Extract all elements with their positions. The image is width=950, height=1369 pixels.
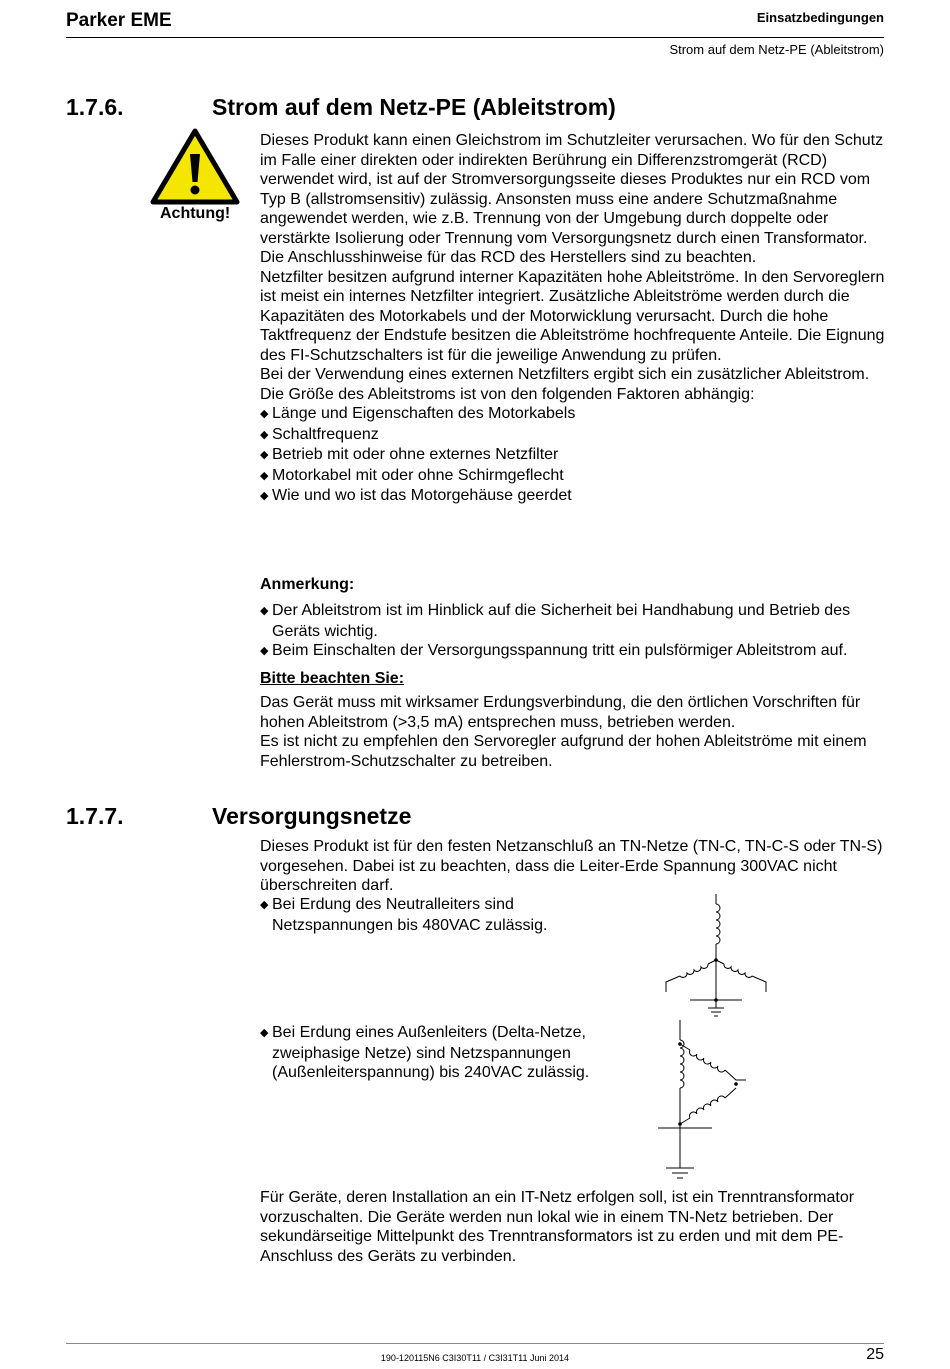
- section2-intro: Dieses Produkt ist für den festen Netzanschluß an TN-Netze (TN-C, TN-C-S oder TN-S) vorgesehen. Dabei ist zu beachten, dass die Leiter-Erde Spannung 300VAC nicht überschreiten darf.: [260, 838, 883, 894]
- note-heading: Anmerkung:: [260, 576, 355, 593]
- section-title: Strom auf dem Netz-PE (Ableitstrom): [212, 94, 616, 120]
- header-subtitle: Strom auf dem Netz-PE (Ableitstrom): [669, 42, 884, 57]
- bullet-diamond-icon: ◆: [260, 899, 269, 911]
- footer-rule: [66, 1343, 884, 1344]
- paragraph: Dieses Produkt kann einen Gleichstrom im Schutzleiter verursachen. Wo für den Schutz im Falle einer direkten oder indirekten Berührung ein Differenzstromgerät (RCD) verwendet wird, ist auf der Stromversorgungsseite dieses Produktes nur ein RCD vom Typ B (allstromsensitiv) zulässig. Ansonsten muss eine andere Schutzmaßnahme angewendet werden, wie z.B. Trennung von der Umgebung durch doppelte oder verstärkte Isolierung oder Trennung vom Versorgungsnetz durch einen Transformator.: [260, 132, 884, 247]
- section-title: Versorgungsnetze: [212, 803, 412, 829]
- header-chapter: Einsatzbedingungen: [756, 10, 884, 25]
- attention-heading: Bitte beachten Sie:: [260, 670, 405, 687]
- list-item: ◆ Betrieb mit oder ohne externes Netzfilter: [260, 445, 892, 466]
- list-item: ◆ Wie und wo ist das Motorgehäuse geerdet: [260, 486, 892, 507]
- bullet-diamond-icon: ◆: [260, 490, 269, 502]
- paragraph: Die Anschlusshinweise für das RCD des Herstellers sind zu beachten.: [260, 249, 757, 266]
- bullet-diamond-icon: ◆: [260, 645, 269, 657]
- delta-network-grounded-phase-icon: [650, 1018, 770, 1190]
- paragraph: Das Gerät muss mit wirksamer Erdungsverbindung, die den örtlichen Vorschriften für hohen Ableitstrom (>3,5 mA) entsprechen muss, betrieben werden.: [260, 694, 861, 731]
- star-network-grounded-neutral-icon: [660, 890, 780, 1020]
- list-item: ◆ Beim Einschalten der Versorgungsspannung tritt ein pulsförmiger Ableitstrom auf.: [260, 641, 892, 662]
- list-item: ◆ Bei Erdung des Neutralleiters sind Netzspannungen bis 480VAC zulässig.: [260, 896, 548, 934]
- header-company: Parker EME: [66, 10, 172, 31]
- section2-closing: Für Geräte, deren Installation an ein IT-Netz erfolgen soll, ist ein Trenntransformator vorzuschalten. Die Geräte werden nun lokal wie in einem TN-Netz betrieben. Der sekundärseitige Mittelpunkt des Trenntransformators ist zu erden und mit dem PE-Anschluss des Geräts zu verbinden.: [260, 1189, 855, 1265]
- bullet-diamond-icon: ◆: [260, 449, 269, 461]
- list-item: ◆ Bei Erdung eines Außenleiters (Delta-Netze, zweiphasige Netze) sind Netzspannungen (Außenleiterspannung) bis 240VAC zulässig.: [260, 1024, 590, 1081]
- footer-document-id: 190-120115N6 C3I30T11 / C3I31T11 Juni 2014: [380, 1353, 570, 1363]
- bullet-diamond-icon: ◆: [260, 469, 269, 482]
- note-list: [260, 601, 892, 662]
- paragraph: Netzfilter besitzen aufgrund interner Kapazitäten hohe Ableitströme. In den Servoreglern ist meist ein internes Netzfilter integriert. Zusätzliche Ableitströme werden durch die Kapazitäten des Motorkabels und der Motorwicklung verursacht. Durch die hohe Taktfrequenz der Endstufe besitzen die Ableitströme hochfrequente Anteile. Die Eignung des FI-Schutzschalters ist für die jeweilige Anwendung zu prüfen.: [260, 268, 885, 364]
- list-item: ◆ Schaltfrequenz: [260, 425, 892, 446]
- section-number: 1.7.7.: [66, 803, 124, 829]
- header-rule: [66, 37, 884, 38]
- paragraph: Es ist nicht zu empfehlen den Servoregler aufgrund der hohen Ableitströme mit einem Fehlerstrom-Schutzschalter zu betreiben.: [260, 733, 867, 770]
- paragraph: Die Größe des Ableitstroms ist von den folgenden Faktoren abhängig:: [260, 385, 755, 403]
- list-item: ◆ Länge und Eigenschaften des Motorkabels: [260, 404, 892, 425]
- bullet-diamond-icon: ◆: [260, 408, 269, 420]
- list-item: ◆ Der Ableitstrom ist im Hinblick auf die Sicherheit bei Handhabung und Betrieb des Geräts wichtig.: [260, 602, 851, 640]
- warning-label: Achtung!: [160, 205, 231, 222]
- list-item: ◆ Motorkabel mit oder ohne Schirmgeflecht: [260, 466, 892, 487]
- warning-triangle-icon: [150, 128, 240, 206]
- paragraph: Bei der Verwendung eines externen Netzfilters ergibt sich ein zusätzlicher Ableitstrom.: [260, 366, 870, 383]
- page-number: 25: [866, 1346, 884, 1363]
- bullet-diamond-icon: ◆: [260, 1027, 269, 1039]
- bullet-diamond-icon: ◆: [260, 605, 269, 617]
- section-number: 1.7.6.: [66, 94, 124, 120]
- bullet-diamond-icon: ◆: [260, 428, 269, 441]
- attention-body: [260, 693, 892, 771]
- section1-body: [260, 131, 892, 507]
